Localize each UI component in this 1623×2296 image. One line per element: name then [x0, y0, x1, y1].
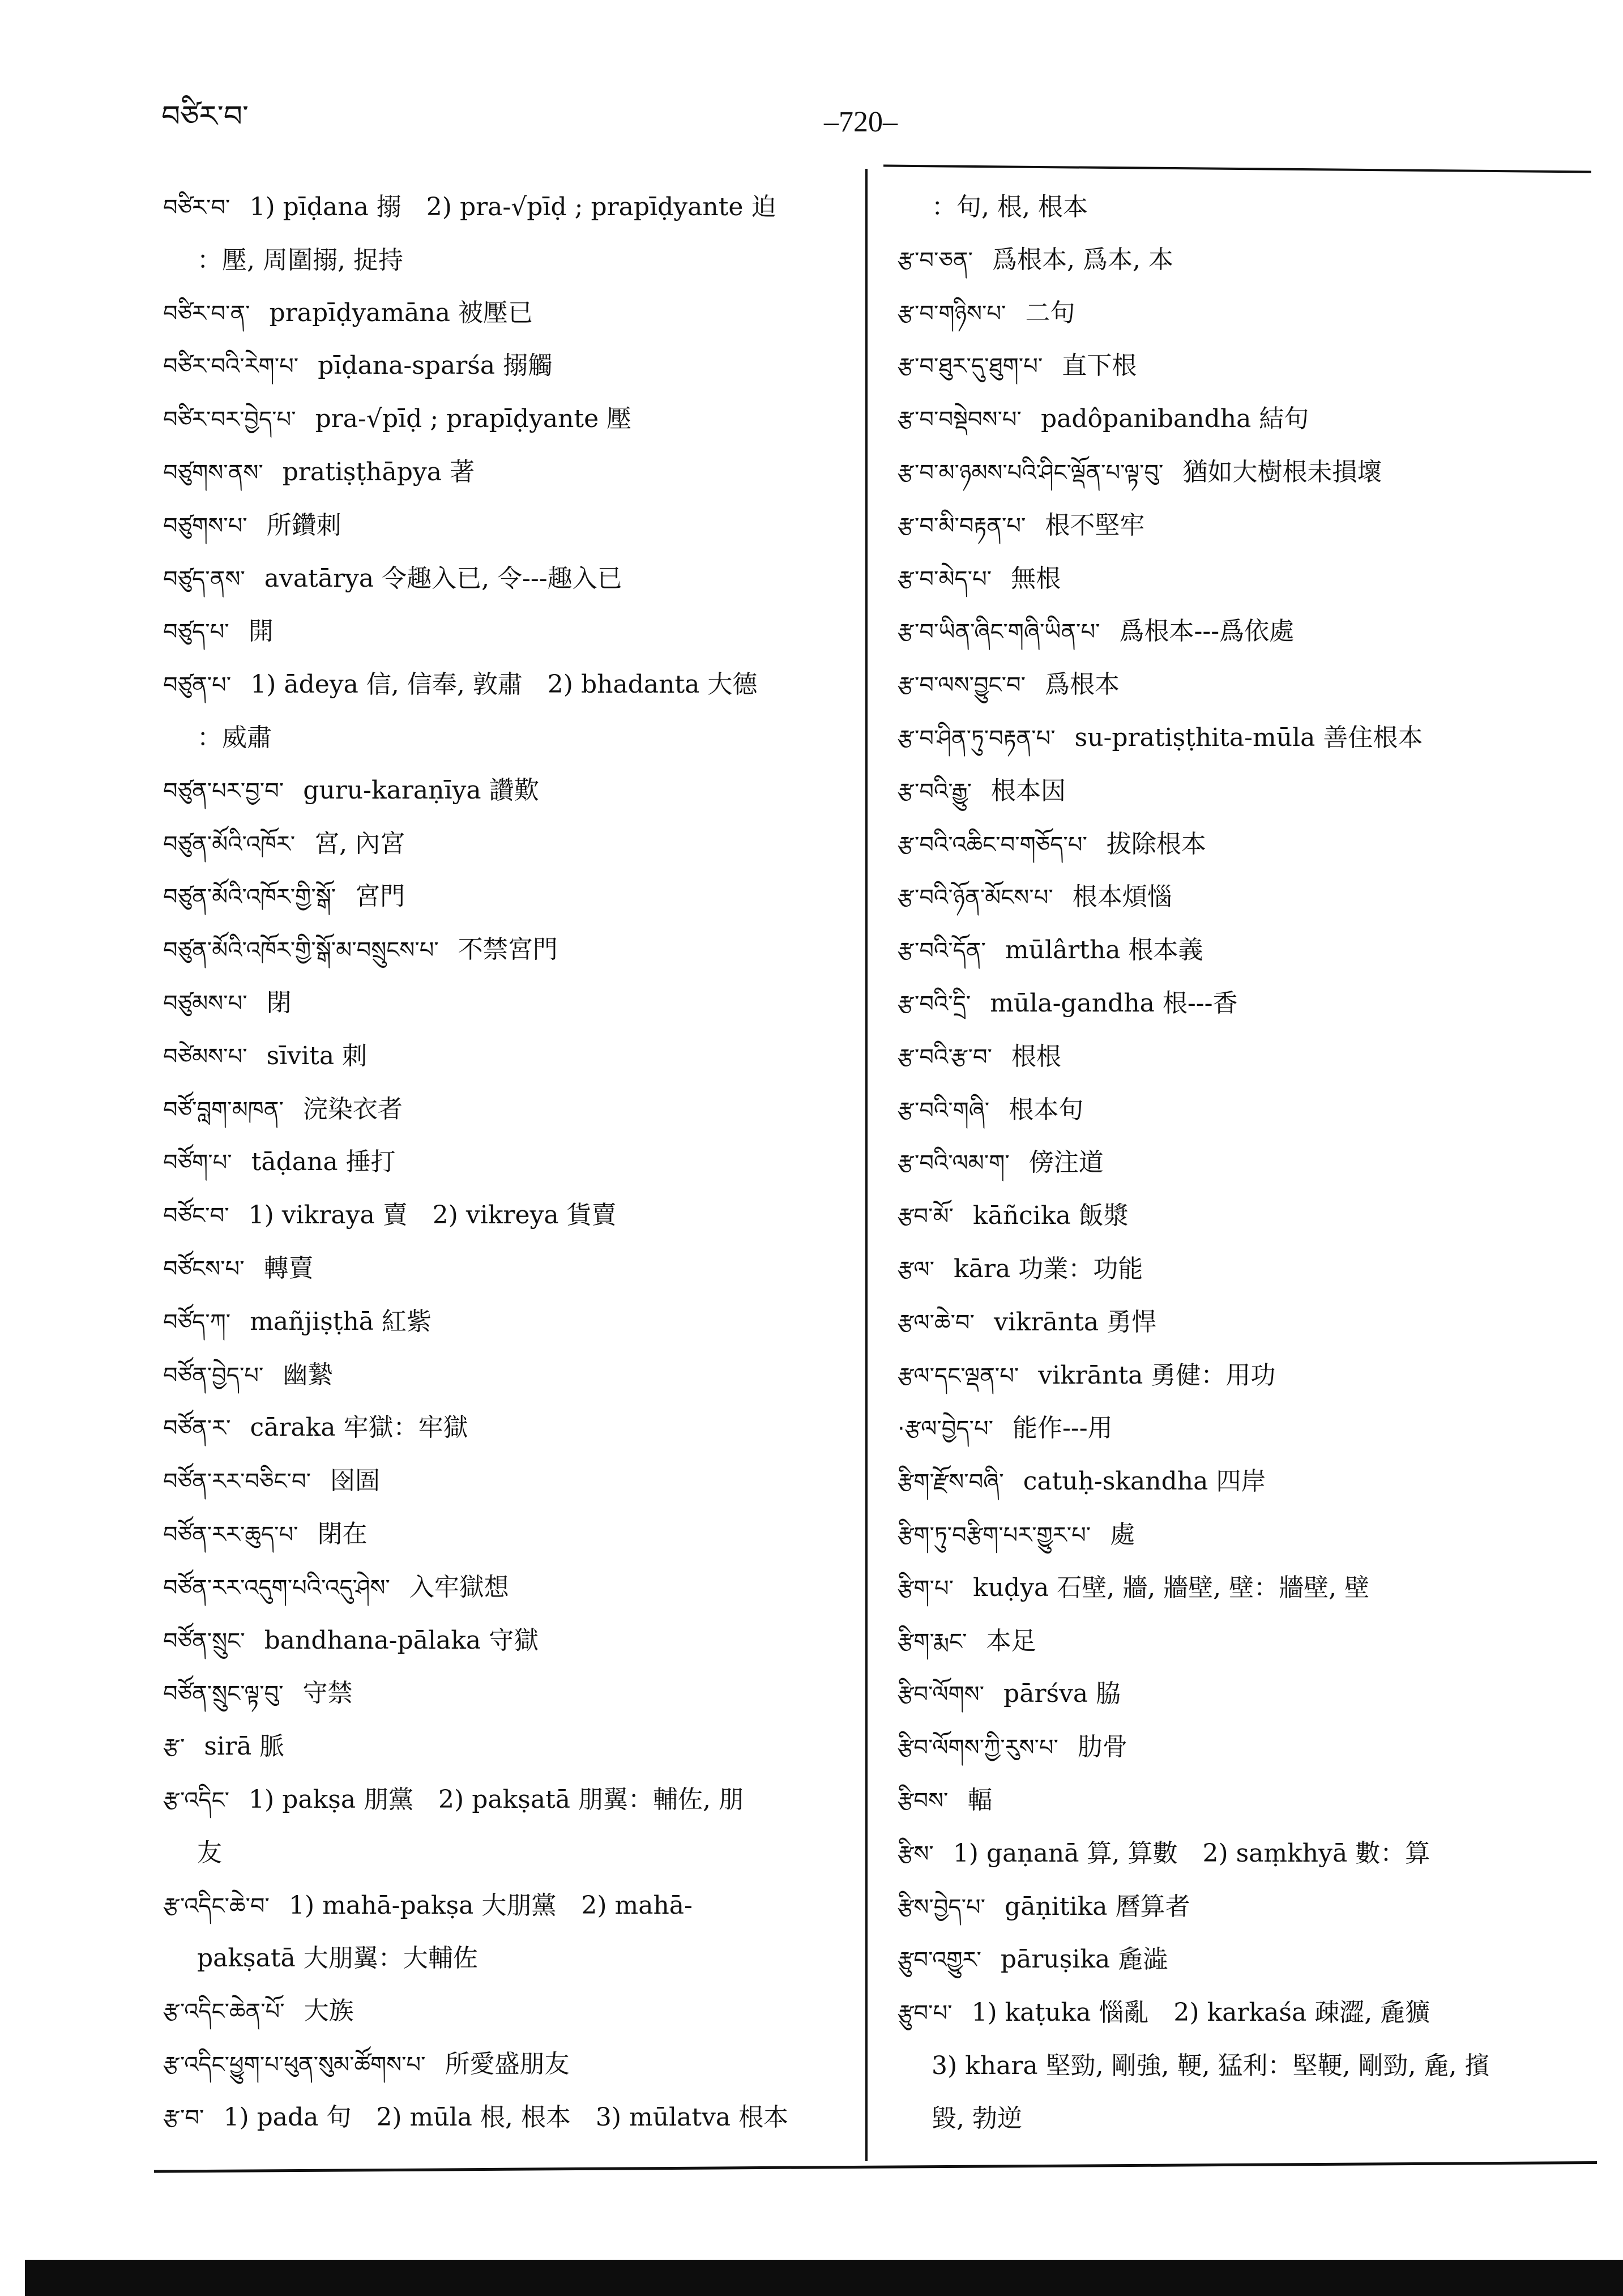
- dictionary-entry: [163, 553, 860, 606]
- gloss: 宮, 內宮: [314, 829, 405, 858]
- headword: རྩ་འདིང་: [163, 1787, 230, 1813]
- dictionary-entry: [163, 2092, 860, 2145]
- headword: རྩིས་: [898, 1841, 934, 1867]
- headword: བཙུན་པར་བྱ་བ་: [163, 778, 284, 804]
- dictionary-entry: [898, 1509, 1594, 1562]
- gloss: 能作---用: [1013, 1414, 1113, 1443]
- headword: རྩིབ་ལོགས་: [898, 1682, 985, 1708]
- dictionary-entry: [898, 1615, 1594, 1668]
- dictionary-entry: [163, 500, 860, 553]
- dictionary-entry: [163, 1296, 860, 1349]
- dictionary-entry: [163, 605, 860, 659]
- headword: རྩ་བ་མ་ཉམས་པའི་ཤིང་ལྡོན་པ་ལྟ་བུ་: [898, 459, 1164, 486]
- gloss: guru-karaṇīya 讚歎: [303, 775, 539, 805]
- dictionary-entry: [898, 978, 1594, 1031]
- gloss: 爲根本---爲依處: [1119, 617, 1295, 646]
- dictionary-entry: [898, 1190, 1594, 1243]
- gloss: 1) ādeya 信, 信奉, 敦肅 2) bhadanta 大德: [250, 670, 758, 699]
- dictionary-entry: [898, 712, 1594, 765]
- dictionary-entry: [163, 1721, 860, 1774]
- gloss: 無根: [1011, 564, 1061, 593]
- headword: རྩ་: [163, 1734, 185, 1761]
- gloss: 本足: [986, 1626, 1036, 1655]
- dictionary-entry: [898, 287, 1594, 340]
- dictionary-entry: [163, 1508, 860, 1561]
- dictionary-entry: [898, 1774, 1594, 1828]
- headword: བཙུད་ནས་: [163, 566, 245, 592]
- headword: རྩ་བ་མེད་པ་: [898, 566, 992, 592]
- dictionary-entry: [163, 1349, 860, 1402]
- headword: བཙིར་བ་ན་: [163, 300, 250, 327]
- headword: རྩ་བའི་དྲི་: [898, 991, 971, 1017]
- headword: བཙིར་བར་བྱེད་པ་: [163, 407, 296, 433]
- gloss: tāḍana 捶打: [251, 1147, 396, 1177]
- gloss: 拔除根本: [1106, 829, 1206, 859]
- headword: བཙོངས་པ་: [163, 1256, 245, 1282]
- gloss: 囹圄: [330, 1466, 380, 1496]
- dictionary-entry: [163, 393, 860, 446]
- dictionary-entry: [898, 605, 1594, 659]
- headword: བཙོན་བྱེད་པ་: [163, 1362, 264, 1389]
- dictionary-entry: [163, 1561, 860, 1615]
- dictionary-entry: [898, 765, 1594, 818]
- gloss: 傍注道: [1028, 1148, 1104, 1177]
- gloss: 轉賣: [263, 1253, 314, 1283]
- headword: བཙིར་བའི་རེག་པ་: [163, 353, 299, 380]
- headword: རྩིག་རྫོས་བཞི་: [898, 1469, 1004, 1496]
- headword: རྩལ་: [898, 1256, 935, 1283]
- headword: རྩ་བ་བསྡེབས་པ་: [898, 407, 1022, 433]
- gloss: 肋骨: [1077, 1732, 1127, 1762]
- top-rule: [883, 165, 1591, 173]
- headword: རྩ་འདིང་ཕྱུག་པ་ཕུན་སུམ་ཚོགས་པ་: [163, 2051, 426, 2078]
- gloss: 根根: [1011, 1042, 1061, 1071]
- headword: བཙོན་རར་བཅིང་བ་: [163, 1469, 311, 1495]
- gloss: 1) vikraya 賣 2) vikreya 貨賣: [248, 1201, 617, 1230]
- headword: རྩུབ་པ་: [898, 2000, 953, 2027]
- entry-continuation: [163, 712, 860, 765]
- gloss: 宮門: [355, 882, 405, 911]
- headword: རྩ་བའི་རྒྱུ་: [898, 778, 972, 805]
- headword: རྩུབ་འགྱུར་: [898, 1947, 981, 1974]
- left-column: [163, 181, 860, 2144]
- headword: རྩིག་རྨང་: [898, 1628, 967, 1655]
- headword: བཙུན་མོའི་འཁོར་: [163, 831, 296, 857]
- headword: རྩ་བའི་ལམ་ག་: [898, 1150, 1010, 1177]
- headword: རྩིག་ཏུ་བརྩིག་པར་གྱུར་པ་: [898, 1522, 1091, 1548]
- gloss: kuḍya 石壁, 牆, 牆壁, 壁：牆壁, 壁: [973, 1573, 1370, 1602]
- headword: བཙུགས་ནས་: [163, 459, 263, 486]
- headword: བཙོན་སྲུང་ལྟ་བུ་: [163, 1681, 284, 1708]
- gloss: 二句: [1025, 298, 1075, 327]
- dictionary-entry: [163, 1030, 860, 1083]
- gloss: catuḥ-skandha 四岸: [1023, 1467, 1266, 1496]
- headword: བཙུད་པ་: [163, 619, 229, 646]
- gloss: 爲根本, 爲本, 本: [992, 245, 1173, 274]
- dictionary-entry: [163, 1774, 860, 1827]
- dictionary-entry: [163, 1880, 860, 1933]
- gloss: mūlârtha 根本義: [1005, 936, 1203, 965]
- dictionary-entry: [163, 287, 860, 340]
- page-number: –720–: [824, 106, 898, 138]
- gloss: 所愛盛朋友: [445, 2049, 570, 2079]
- scan-edge-bar: [25, 2260, 1623, 2296]
- gloss: pakṣatā 大朋翼：大輔佐: [197, 1944, 478, 1973]
- entry-continuation: [898, 2093, 1594, 2145]
- dictionary-entry: [898, 1934, 1594, 1987]
- gloss: cāraka 牢獄：牢獄: [250, 1413, 468, 1443]
- headword: བཙོན་སྲུང་: [163, 1628, 245, 1654]
- entry-continuation: [898, 2040, 1594, 2093]
- dictionary-entry: [898, 1243, 1594, 1296]
- headword: རྩིབ་ལོགས་ཀྱི་རུས་པ་: [898, 1735, 1058, 1761]
- headword: བཙུན་པ་: [163, 672, 232, 699]
- headword: བཙུན་མོའི་འཁོར་གྱི་སྒོ་: [163, 884, 336, 911]
- gloss: pīḍana-sparśa 搦觸: [318, 351, 553, 381]
- gloss: 入牢獄想: [409, 1572, 509, 1602]
- dictionary-entry: [163, 1402, 860, 1455]
- dictionary-entry: [163, 765, 860, 818]
- gloss: 開: [248, 617, 274, 646]
- gloss: 友: [197, 1838, 222, 1867]
- dictionary-entry: [898, 446, 1594, 500]
- gloss: 閉在: [317, 1519, 368, 1548]
- dictionary-entry: [898, 500, 1594, 553]
- entry-continuation: [163, 234, 860, 287]
- dictionary-entry: [898, 1562, 1594, 1615]
- dictionary-entry: [898, 659, 1594, 712]
- headword: རྩ་བ་ཐུར་དུ་ཐུག་པ་: [898, 353, 1043, 380]
- dictionary-entry: [898, 1721, 1594, 1774]
- headword: རྩ་བ་ཡིན་ཞིང་གཞི་ཡིན་པ་: [898, 619, 1100, 646]
- dictionary-entry: [163, 2038, 860, 2092]
- gloss: kāñcika 飯漿: [972, 1201, 1129, 1231]
- headword: བཙུན་མོའི་འཁོར་གྱི་སྒོ་མ་བསྲུངས་པ་: [163, 937, 439, 964]
- gloss: 浣染衣者: [302, 1094, 403, 1124]
- dictionary-entry: [163, 1615, 860, 1668]
- headword: རྩ་འདིང་ཆེན་པོ་: [163, 1999, 285, 2025]
- gloss: 閉: [266, 988, 292, 1017]
- gloss: 爲根本: [1045, 670, 1120, 699]
- headword: རྩ་བ་གཉིས་པ་: [898, 300, 1006, 327]
- dictionary-entry: [898, 818, 1594, 872]
- headword: རྩ་བའི་འཆིང་བ་གཅོད་པ་: [898, 831, 1087, 858]
- gloss: pārśva 脇: [1003, 1679, 1121, 1709]
- dictionary-entry: [163, 1189, 860, 1243]
- dictionary-entry: [898, 1031, 1594, 1084]
- dictionary-entry: [163, 181, 860, 234]
- headword: རྩིབས་: [898, 1787, 949, 1814]
- gloss: 直下根: [1062, 351, 1137, 381]
- gloss: pāruṣika 麁澁: [1000, 1945, 1168, 1974]
- dictionary-entry: [898, 1137, 1594, 1190]
- gloss: 所鑽刺: [266, 510, 341, 540]
- headword: རྩ་བའི་དོན་: [898, 938, 986, 965]
- gloss: 1) kaṭuka 惱亂 2) karkaśa 疎澀, 麁獷: [971, 1998, 1430, 2028]
- dictionary-entry: [898, 1084, 1594, 1137]
- headword: རྩལ་ཆེ་བ་: [898, 1309, 975, 1336]
- right-column: [898, 181, 1594, 2145]
- headword: བཙོག་པ་: [163, 1150, 232, 1176]
- dictionary-entry: [898, 234, 1594, 287]
- headword: རྩ་བ་: [163, 2105, 204, 2131]
- gloss: bandhana-pālaka 守獄: [264, 1625, 539, 1655]
- dictionary-entry: [898, 1456, 1594, 1509]
- dictionary-entry: [898, 1828, 1594, 1881]
- headword: རྩ་བ་ཤིན་ཏུ་བརྟན་པ་: [898, 725, 1056, 752]
- dictionary-entry: [163, 924, 860, 977]
- bottom-rule: [154, 2161, 1597, 2173]
- column-divider: [865, 169, 868, 2161]
- gloss: su-pratiṣṭhita-mūla 善住根本: [1074, 723, 1423, 752]
- gloss: 大族: [304, 1996, 354, 2026]
- gloss: 根本因: [991, 776, 1066, 805]
- headword: རྩལ་དང་ལྡན་པ་: [898, 1363, 1019, 1389]
- dictionary-entry: [898, 1296, 1594, 1350]
- headword: བཙོད་ཀ་: [163, 1309, 231, 1335]
- gloss: kāra 功業：功能: [954, 1254, 1143, 1283]
- headword: བཙིར་བ་: [163, 195, 230, 221]
- dictionary-entry: [163, 1985, 860, 2038]
- headword: བཙོན་ར་: [163, 1415, 231, 1442]
- gloss: ：壓, 周圍搦, 捉持: [197, 245, 403, 275]
- running-head: བཙིར་བ་: [161, 100, 249, 134]
- dictionary-entry: [898, 924, 1594, 978]
- gloss: padôpanibandha 結句: [1040, 404, 1309, 434]
- headword: བཙོན་རར་འདུག་པའི་འདུ་ཤེས་: [163, 1574, 390, 1601]
- dictionary-entry: [163, 340, 860, 393]
- dictionary-entry: [898, 393, 1594, 446]
- gloss: 猶如大樹根未損壞: [1182, 457, 1382, 486]
- dictionary-entry: [898, 1881, 1594, 1934]
- gloss: vikrānta 勇悍: [993, 1307, 1157, 1337]
- headword: བཙོན་རར་ཆུད་པ་: [163, 1521, 298, 1548]
- headword: རྩབ་མོ་: [898, 1204, 954, 1230]
- gloss: pra-√pīḍ ; prapīḍyante 壓: [315, 404, 632, 434]
- headword: རྩིག་པ་: [898, 1575, 954, 1602]
- gloss: 根本煩惱: [1072, 882, 1172, 912]
- dictionary-entry: [898, 1668, 1594, 1721]
- entry-continuation: [163, 1827, 860, 1880]
- dictionary-entry: [163, 1083, 860, 1137]
- gloss: 輻: [967, 1785, 993, 1815]
- gloss: ：句, 根, 根本: [932, 193, 1088, 221]
- dictionary-entry: [163, 818, 860, 871]
- dictionary-entry: [898, 1987, 1594, 2040]
- gloss: mūla-gandha 根---香: [990, 988, 1238, 1018]
- gloss: sīvita 刺: [266, 1041, 368, 1070]
- headword: རྩ་བའི་གཞི་: [898, 1097, 990, 1124]
- gloss: avatārya 令趣入已, 令---趣入已: [264, 564, 622, 593]
- dictionary-entry: [898, 553, 1594, 606]
- gloss: 守禁: [302, 1679, 353, 1708]
- gloss: 根不堅牢: [1045, 510, 1145, 540]
- gloss: pratiṣṭhāpya 著: [282, 457, 475, 486]
- dictionary-entry: [163, 1667, 860, 1721]
- entry-continuation: [898, 181, 1594, 234]
- gloss: prapīḍyamāna 被壓已: [269, 298, 533, 327]
- gloss: 1) mahā-pakṣa 大朋黨 2) mahā-: [288, 1890, 693, 1920]
- gloss: 幽縶: [283, 1360, 333, 1389]
- dictionary-entry: [898, 871, 1594, 924]
- headword: རྩ་བ་ཅན་: [898, 247, 973, 274]
- headword: བཙེམས་པ་: [163, 1043, 247, 1070]
- dictionary-entry: [163, 1455, 860, 1508]
- headword: བཙུགས་པ་: [163, 513, 247, 539]
- entry-continuation: [163, 1932, 860, 1985]
- gloss: 根本句: [1009, 1095, 1084, 1124]
- dictionary-entry: [163, 977, 860, 1030]
- headword: བཙོ་བླག་མཁན་: [163, 1096, 284, 1123]
- gloss: 1) pakṣa 朋黨 2) pakṣatā 朋翼：輔佐, 朋: [249, 1785, 744, 1814]
- gloss: 1) pīḍana 搦 2) pra-√pīḍ ; prapīḍyante 迫: [249, 193, 776, 221]
- headword: ·རྩལ་བྱེད་པ་: [898, 1416, 993, 1443]
- dictionary-entry: [163, 870, 860, 924]
- headword: བཙོང་བ་: [163, 1203, 229, 1230]
- gloss: vikrānta 勇健：用功: [1038, 1360, 1276, 1390]
- headword: རྩིས་བྱེད་པ་: [898, 1894, 986, 1921]
- headword: རྩ་བ་མི་བརྟན་པ་: [898, 513, 1026, 539]
- dictionary-entry: [163, 1243, 860, 1296]
- headword: རྩ་བའི་ཉོན་མོངས་པ་: [898, 885, 1053, 911]
- gloss: 1) pada 句 2) mūla 根, 根本 3) mūlatva 根本: [223, 2102, 789, 2132]
- dictionary-entry: [898, 1402, 1594, 1456]
- gloss: sirā 脈: [204, 1732, 285, 1761]
- gloss: mañjiṣṭhā 紅紫: [250, 1307, 432, 1336]
- headword: རྩ་བ་ལས་བྱུང་བ་: [898, 672, 1026, 699]
- headword: རྩ་བའི་རྩ་བ་: [898, 1044, 992, 1070]
- dictionary-entry: [163, 1136, 860, 1189]
- gloss: gāṇitika 曆算者: [1005, 1892, 1190, 1921]
- gloss: 處: [1110, 1520, 1135, 1549]
- dictionary-entry: [163, 446, 860, 500]
- gloss: 1) gaṇanā 算, 算數 2) saṃkhyā 數：算: [953, 1838, 1430, 1868]
- gloss: 不禁宮門: [458, 935, 558, 965]
- dictionary-entry: [163, 659, 860, 712]
- gloss: 3) khara 堅勁, 剛強, 鞕, 猛利：堅鞕, 剛勁, 麁, 擯: [932, 2051, 1490, 2080]
- dictionary-entry: [898, 340, 1594, 393]
- headword: རྩ་འདིང་ཆེ་བ་: [163, 1893, 270, 1919]
- dictionary-entry: [898, 1350, 1594, 1403]
- gloss: 毀, 勃逆: [932, 2103, 1022, 2133]
- gloss: ：威肅: [197, 723, 272, 752]
- headword: བཙུམས་པ་: [163, 990, 247, 1017]
